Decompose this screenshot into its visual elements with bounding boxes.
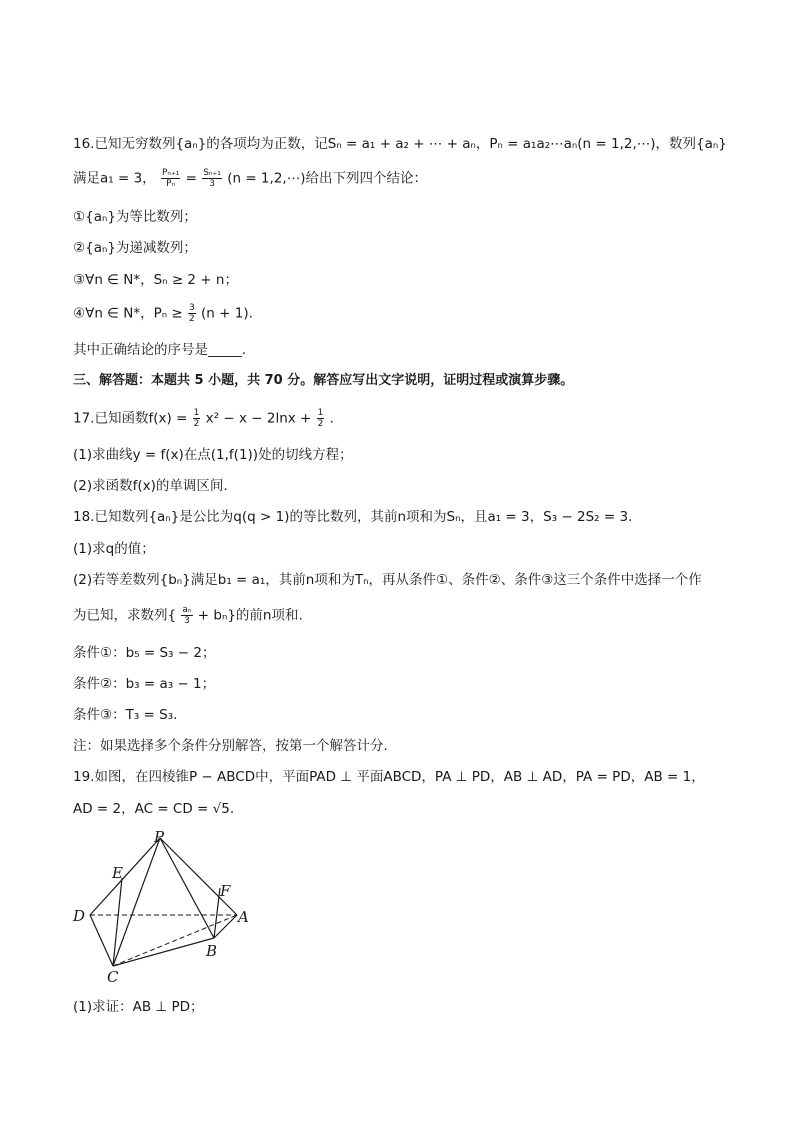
- q16-item2: ②{aₙ}为递减数列；: [73, 240, 197, 256]
- label-f: F: [220, 882, 231, 900]
- q17-half-2-den: 2: [317, 419, 324, 429]
- q17-half-1-num: 1: [193, 408, 200, 418]
- q16-item4-frac-den: 2: [189, 314, 195, 324]
- edge-pd: [90, 838, 160, 915]
- edge-ca-dashed: [113, 915, 237, 966]
- q16-frac-p-den: Pₙ: [166, 179, 176, 189]
- q18-stem: 18.已知数列{aₙ}是公比为q(q > 1)的等比数列，其前n项和为Sₙ，且a₁ = 3，S₃ − 2S₂ = 3.: [73, 509, 633, 525]
- q16-item4-fraction: [188, 303, 196, 324]
- q19-line1: 19.如图，在四棱锥P − ABCD中，平面PAD ⊥ 平面ABCD，PA ⊥ PD，AB ⊥ AD，PA = PD，AB = 1，: [73, 769, 705, 785]
- q18-note: 注：如果选择多个条件分别解答，按第一个解答计分.: [73, 738, 388, 754]
- pyramid-figure: [70, 826, 260, 986]
- q17-half-2-num: 1: [317, 408, 324, 418]
- q17-half-2: [317, 408, 325, 429]
- label-a: A: [238, 908, 249, 926]
- q17-half-1-den: 2: [193, 419, 200, 429]
- q18-part2-line2-end: + bₙ}的前n项和.: [197, 607, 303, 624]
- q16-item4-frac-num: 3: [189, 303, 195, 313]
- section-heading: 三、解答题：本题共 5 小题，共 70 分。解答应写出文字说明，证明过程或演算步骤。: [73, 373, 574, 388]
- q16-fraction-p: [161, 168, 180, 189]
- q16-line2-start: 满足a₁ = 3，: [73, 170, 156, 187]
- q16-item4: [73, 303, 253, 324]
- q18-condition2: 条件②：b₃ = a₃ − 1；: [73, 676, 216, 692]
- q17-stem-start: 17.已知函数f(x) =: [73, 410, 192, 427]
- edge-dc: [90, 915, 113, 966]
- q18-condition1: 条件①：b₅ = S₃ − 2；: [73, 645, 216, 661]
- q18-frac-num: aₙ: [182, 605, 192, 615]
- q18-frac-den: 3: [184, 616, 190, 626]
- q16-equals: =: [185, 170, 202, 187]
- q16-item1: ①{aₙ}为等比数列；: [73, 209, 197, 225]
- q17-stem: [73, 408, 334, 429]
- q18-condition3: 条件③：T₃ = S₃.: [73, 707, 178, 723]
- label-b: B: [206, 942, 218, 960]
- q16-question: 其中正确结论的序号是_____.: [73, 342, 247, 358]
- q18-part2-line2-start: 为已知，求数列{: [73, 607, 177, 624]
- q16-fraction-s: [202, 168, 222, 189]
- q19-part1: (1)求证：AB ⊥ PD；: [73, 999, 204, 1015]
- q16-line2: [73, 168, 427, 189]
- edge-pb: [160, 838, 214, 938]
- q16-frac-p-num: Pₙ₊₁: [161, 168, 180, 178]
- edge-pa: [160, 838, 237, 915]
- q17-half-1: [193, 408, 201, 429]
- q16-item4-start: ④∀n ∈ N*，Pₙ ≥: [73, 305, 187, 322]
- q19-line2: AD = 2，AC = CD = √5.: [73, 801, 235, 817]
- label-p: P: [154, 828, 165, 846]
- edge-ba: [214, 915, 237, 938]
- q17-part1: (1)求曲线y = f(x)在点(1,f(1))处的切线方程；: [73, 447, 353, 463]
- q16-frac-s-num: Sₙ₊₁: [203, 168, 221, 178]
- label-e: E: [112, 864, 123, 882]
- q16-item3: ③∀n ∈ N*，Sₙ ≥ 2 + n；: [73, 272, 238, 288]
- q17-part2: (2)求函数f(x)的单调区间.: [73, 478, 228, 494]
- edge-cb: [113, 938, 214, 966]
- q16-line1: 16.已知无穷数列{aₙ}的各项均为正数，记Sₙ = a₁ + a₂ + ⋯ + aₙ，Pₙ = a₁a₂⋯aₙ(n = 1,2,⋯)，数列{aₙ}: [73, 136, 727, 152]
- q18-fraction: [181, 605, 192, 626]
- q16-line2-end: (n = 1,2,⋯)给出下列四个结论：: [227, 170, 427, 187]
- q18-part2-line1: (2)若等差数列{bₙ}满足b₁ = a₁，其前n项和为Tₙ，再从条件①、条件②、条件③这三个条件中选择一个作: [73, 572, 702, 588]
- q18-part2-line2: [73, 605, 303, 626]
- q16-item4-end: (n + 1).: [201, 305, 253, 322]
- q18-part1: (1)求q的值；: [73, 541, 155, 557]
- q17-stem-middle: x² − x − 2lnx +: [205, 410, 316, 427]
- q16-frac-s-den: 3: [209, 179, 215, 189]
- label-d: D: [73, 907, 86, 925]
- q17-stem-end: .: [329, 410, 334, 427]
- label-c: C: [107, 968, 119, 986]
